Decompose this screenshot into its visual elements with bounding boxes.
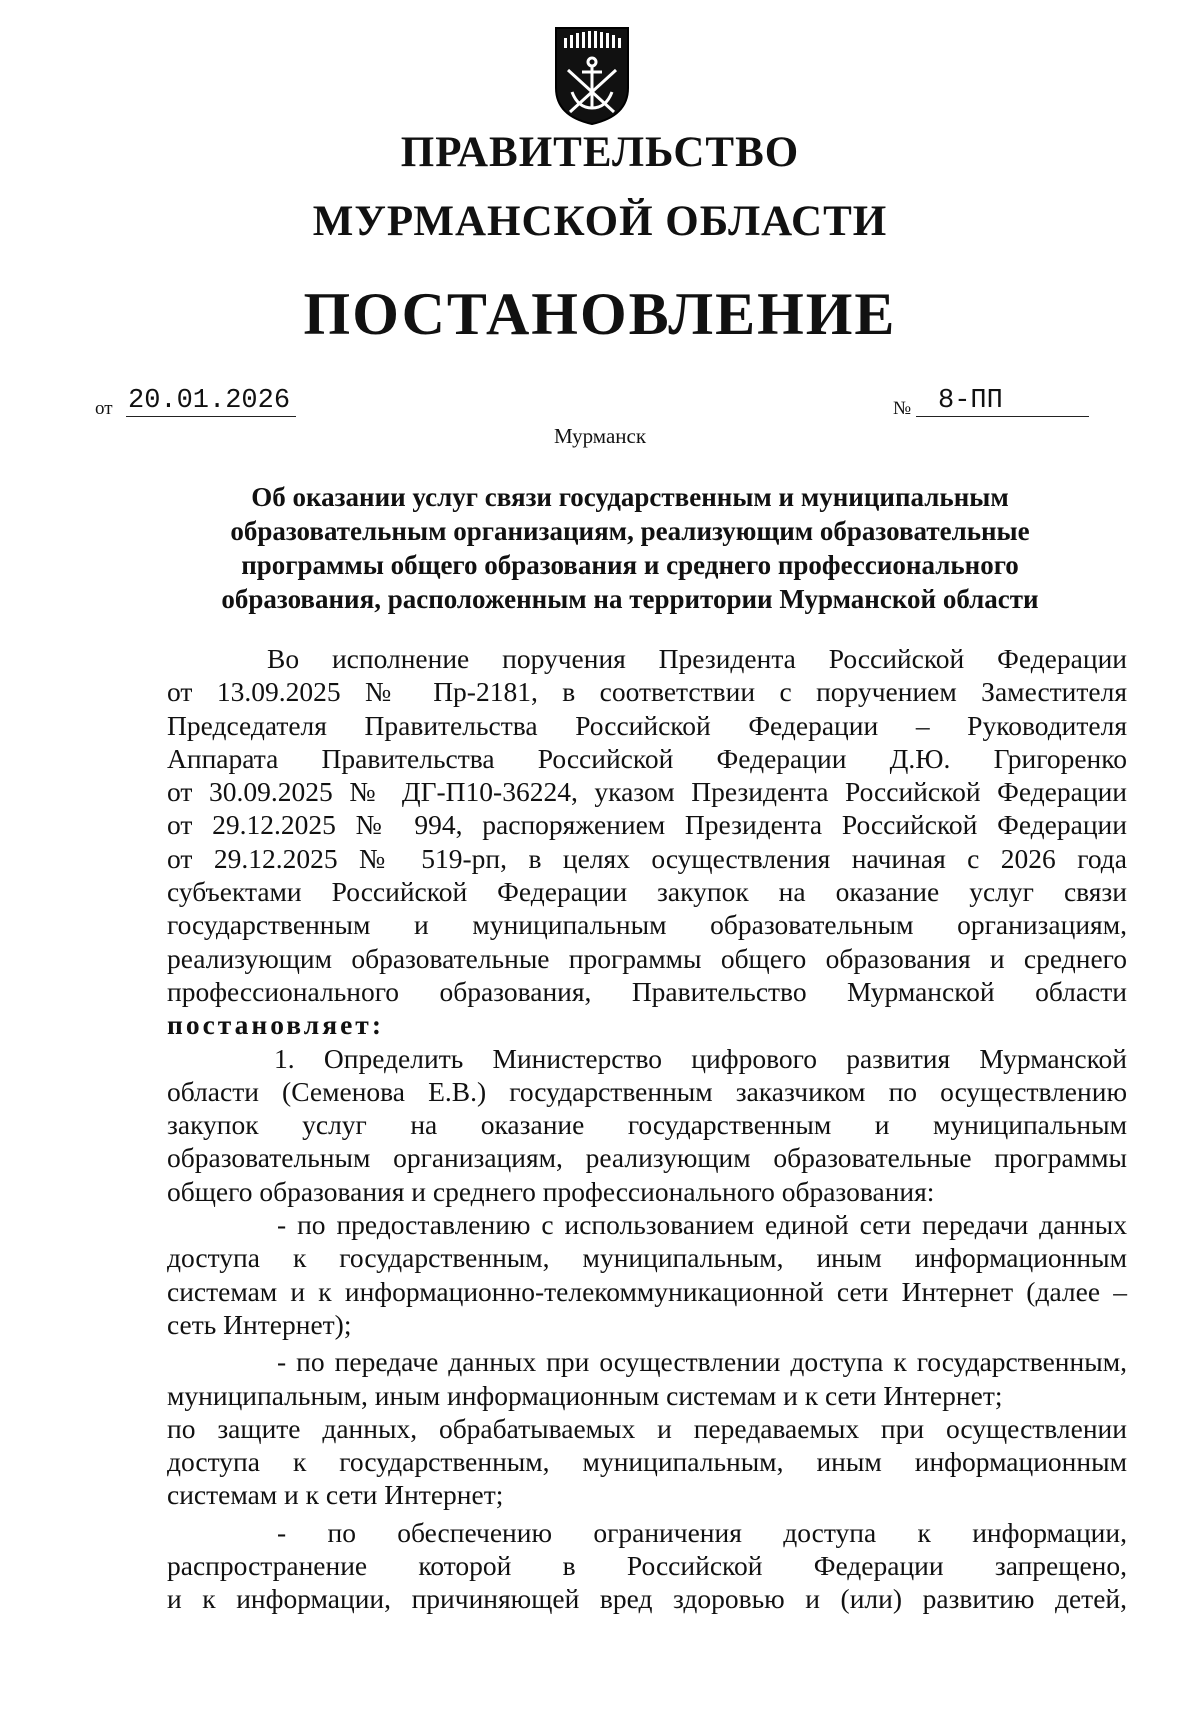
date-label: от	[95, 398, 113, 419]
text-line: профессионального образования, Правительство Мурманской области	[167, 975, 1127, 1007]
region-title: МУРМАНСКОЙ ОБЛАСТИ	[312, 198, 888, 245]
document-subject	[160, 480, 1100, 616]
text-line: субъектами Российской Федерации закупок на оказание услуг связи	[167, 876, 1127, 908]
subject-line: программы общего образования и среднего профессионального	[241, 550, 1019, 580]
text-line: общего образования и среднего профессионального образования:	[167, 1175, 935, 1207]
text-line: системам и к информационно-телекоммуникационной сети Интернет (далее –	[167, 1275, 1127, 1307]
text-line: - по предоставлению с использованием единой сети передачи данных	[277, 1209, 1127, 1241]
text-line: Аппарата Правительства Российской Федерации Д.Ю. Григоренко	[167, 742, 1127, 774]
document-body	[167, 642, 1127, 1616]
text-line: по защите данных, обрабатываемых и передаваемых при осуществлении	[167, 1412, 1127, 1444]
subject-line: Об оказании услуг связи государственным и муниципальным	[251, 482, 1009, 512]
text-line: - по передаче данных при осуществлении доступа к государственным,	[277, 1346, 1127, 1378]
text-line: Во исполнение поручения Президента Российской Федерации	[267, 643, 1127, 674]
text-line: и к информации, причиняющей вред здоровью и (или) развитию детей,	[167, 1583, 1127, 1615]
text-line: Председателя Правительства Российской Федерации – Руководителя	[167, 709, 1127, 741]
text-line: распространение которой в Российской Федерации запрещено,	[167, 1550, 1127, 1582]
text-line: доступа к государственным, муниципальным, иным информационным	[167, 1242, 1127, 1274]
bullet-1	[167, 1208, 1127, 1341]
text-line: от 29.12.2025 № 519-рп, в целях осуществления начиная с 2026 года	[167, 842, 1127, 874]
decree-word: постановляет:	[167, 1009, 384, 1041]
text-line: от 29.12.2025 № 994, распоряжением Президента Российской Федерации	[167, 809, 1127, 841]
government-title: ПРАВИТЕЛЬСТВО	[400, 129, 800, 176]
text-line: доступа к государственным, муниципальным, иным информационным	[167, 1446, 1127, 1478]
text-line: - по обеспечению ограничения доступа к информации,	[277, 1516, 1127, 1548]
text-line: 1. Определить Министерство цифрового развития Мурманской	[274, 1042, 1127, 1074]
text-line: системам и к сети Интернет;	[167, 1479, 504, 1511]
bullet-2	[167, 1345, 1127, 1511]
text-line: муниципальным, иным информационным системам и к сети Интернет;	[167, 1379, 1003, 1411]
text-line: от 13.09.2025 № Пр-2181, в соответствии с поручением Заместителя	[167, 676, 1127, 708]
city-label: Мурманск	[553, 424, 647, 448]
text-line: от 30.09.2025 № ДГ-П10-36224, указом Президента Российской Федерации	[167, 776, 1127, 808]
document-type-title: ПОСТАНОВЛЕНИЕ	[303, 281, 897, 347]
subject-line: образовательным организациям, реализующим образовательные	[230, 516, 1030, 546]
item-1-paragraph	[167, 1042, 1127, 1208]
coat-of-arms-icon	[554, 26, 630, 126]
text-line: государственным и муниципальным образовательным организациям,	[167, 909, 1127, 941]
text-line: области (Семенова Е.В.) государственным заказчиком по осуществлению	[167, 1075, 1127, 1107]
number-field: 8-ПП	[916, 386, 1089, 417]
number-label: №	[893, 398, 912, 419]
text-line: закупок услуг на оказание государственным и муниципальным	[167, 1109, 1127, 1141]
bullet-3	[167, 1516, 1127, 1616]
preamble-paragraph	[167, 642, 1127, 1042]
subject-line: образования, расположенным на территории Мурманской области	[221, 584, 1039, 614]
text-line: сеть Интернет);	[167, 1308, 352, 1340]
text-line: реализующим образовательные программы общего образования и среднего	[167, 942, 1127, 974]
date-field: 20.01.2026	[126, 386, 296, 417]
text-line: образовательным организациям, реализующим образовательные программы	[167, 1142, 1127, 1174]
